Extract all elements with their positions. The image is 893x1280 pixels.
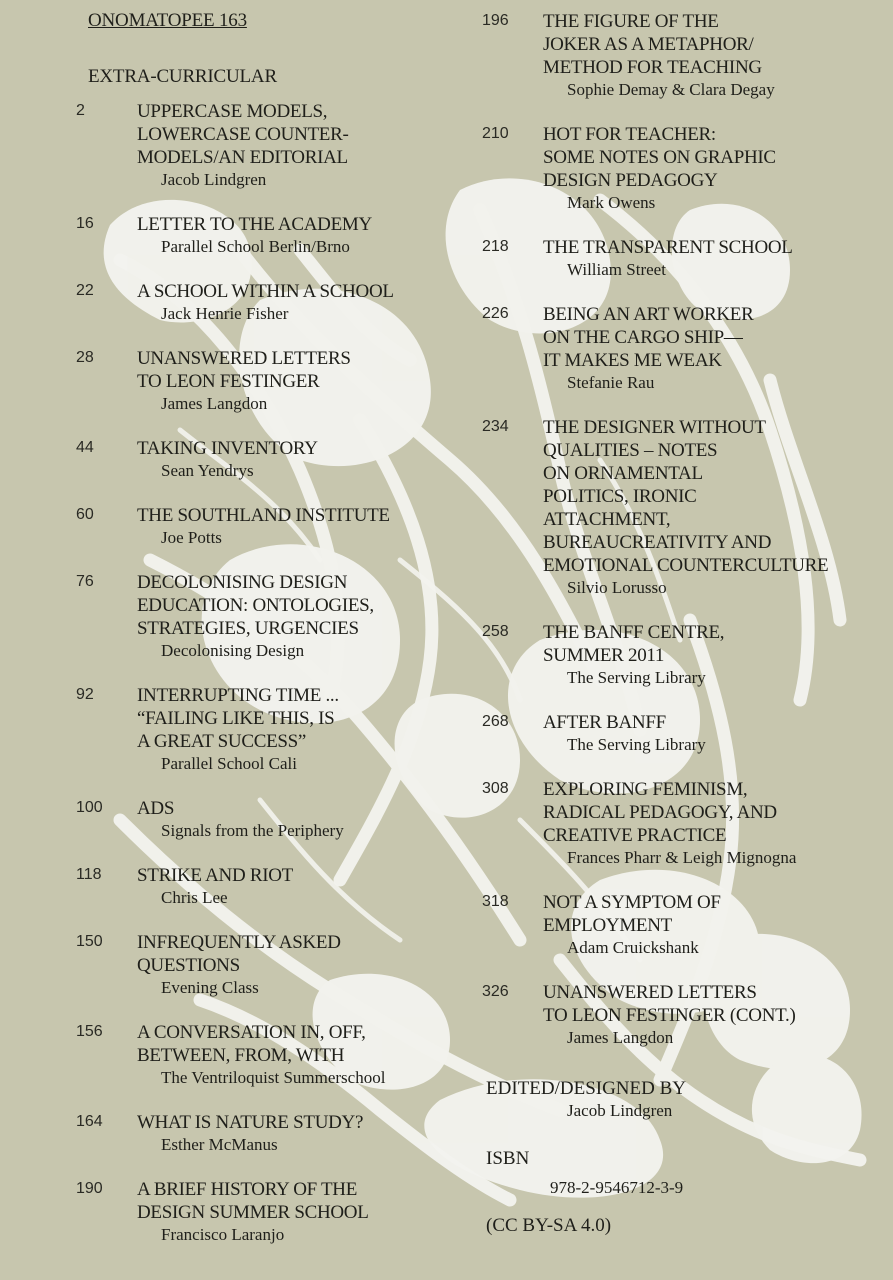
toc-entry xyxy=(76,100,471,191)
toc-entry xyxy=(482,778,887,869)
page-number: 2 xyxy=(76,102,85,119)
toc-entry xyxy=(76,931,471,999)
toc-entry xyxy=(76,504,471,549)
entry-title: UPPERCASE MODELS, LOWERCASE COUNTER- MODELS/AN EDITORIAL xyxy=(137,101,349,168)
entry-text xyxy=(543,621,887,689)
entry-title: NOT A SYMPTOM OF EMPLOYMENT xyxy=(543,892,721,936)
toc-entry xyxy=(482,236,887,281)
entry-text xyxy=(137,864,471,909)
entry-title: A BRIEF HISTORY OF THE DESIGN SUMMER SCHOOL xyxy=(137,1179,369,1223)
toc-entry xyxy=(76,280,471,325)
page-number: 100 xyxy=(76,799,103,816)
toc-entry xyxy=(76,684,471,775)
entry-author: William Street xyxy=(567,260,666,279)
toc-entry xyxy=(76,1111,471,1156)
license: (CC BY-SA 4.0) xyxy=(486,1215,612,1236)
colophon-editor xyxy=(486,1078,686,1122)
entry-author: Silvio Lorusso xyxy=(567,578,667,597)
contents-left-column xyxy=(76,100,471,1268)
entry-author: Francisco Laranjo xyxy=(161,1225,285,1244)
entry-text xyxy=(137,1178,471,1246)
page-number: 22 xyxy=(76,282,94,299)
entry-text xyxy=(137,100,471,191)
page-number: 308 xyxy=(482,780,509,797)
entry-author: James Langdon xyxy=(161,394,268,413)
page-number: 118 xyxy=(76,866,102,883)
book-header xyxy=(88,10,277,88)
toc-entry xyxy=(482,10,887,101)
page-number: 190 xyxy=(76,1180,103,1197)
toc-entry xyxy=(482,416,887,599)
entry-title: ADS xyxy=(137,798,175,819)
entry-author: Jack Henrie Fisher xyxy=(161,304,289,323)
toc-entry xyxy=(482,123,887,214)
toc-entry xyxy=(76,571,471,662)
toc-entry xyxy=(76,213,471,258)
page-number: 196 xyxy=(482,12,509,29)
page-number: 326 xyxy=(482,983,509,1000)
entry-text xyxy=(137,504,471,549)
entry-title: WHAT IS NATURE STUDY? xyxy=(137,1112,364,1133)
isbn-label: ISBN xyxy=(486,1148,530,1169)
entry-text xyxy=(137,437,471,482)
entry-author: Decolonising Design xyxy=(161,641,305,660)
entry-text xyxy=(137,571,471,662)
isbn-value: 978-2-9546712-3-9 xyxy=(550,1178,684,1197)
entry-text xyxy=(137,931,471,999)
page-number: 258 xyxy=(482,623,509,640)
entry-title: THE DESIGNER WITHOUT QUALITIES – NOTES ON ORNAMENTAL POLITICS, IRONIC ATTACHMENT, BUREAUCREATIVITY AND EMOTIONAL COUNTERCULTURE xyxy=(543,417,829,576)
entry-author: Parallel School Berlin/Brno xyxy=(161,237,350,256)
page-number: 218 xyxy=(482,238,509,255)
colophon-isbn xyxy=(486,1148,683,1198)
entry-text xyxy=(137,684,471,775)
entry-title: UNANSWERED LETTERS TO LEON FESTINGER xyxy=(137,348,351,392)
page-number: 318 xyxy=(482,893,509,910)
entry-text xyxy=(543,236,887,281)
entry-title: TAKING INVENTORY xyxy=(137,438,318,459)
entry-text xyxy=(543,416,887,599)
entry-title: A SCHOOL WITHIN A SCHOOL xyxy=(137,281,394,302)
page-number: 16 xyxy=(76,215,94,232)
toc-entry xyxy=(76,347,471,415)
toc-entry xyxy=(76,1021,471,1089)
page-number: 268 xyxy=(482,713,509,730)
page-number: 150 xyxy=(76,933,103,950)
entry-title: UNANSWERED LETTERS TO LEON FESTINGER (CONT.) xyxy=(543,982,796,1026)
entry-author: Evening Class xyxy=(161,978,259,997)
toc-entry xyxy=(482,981,887,1049)
entry-title: DECOLONISING DESIGN EDUCATION: ONTOLOGIES, STRATEGIES, URGENCIES xyxy=(137,572,374,639)
contents-right-column xyxy=(482,10,887,1071)
entry-text xyxy=(137,1111,471,1156)
entry-text xyxy=(543,778,887,869)
entry-text xyxy=(543,123,887,214)
toc-entry xyxy=(482,711,887,756)
toc-entry xyxy=(76,797,471,842)
entry-title: INTERRUPTING TIME ... “FAILING LIKE THIS, IS A GREAT SUCCESS” xyxy=(137,685,339,752)
entry-text xyxy=(543,891,887,959)
entry-author: Signals from the Periphery xyxy=(161,821,344,840)
edited-by-name: Jacob Lindgren xyxy=(567,1101,673,1120)
toc-entry xyxy=(482,891,887,959)
series-title: ONOMATOPEE 163 xyxy=(88,10,247,31)
page-number: 234 xyxy=(482,418,509,435)
entry-text xyxy=(137,280,471,325)
page-number: 92 xyxy=(76,686,94,703)
entry-title: EXPLORING FEMINISM, RADICAL PEDAGOGY, AND CREATIVE PRACTICE xyxy=(543,779,777,846)
page-number: 164 xyxy=(76,1113,103,1130)
entry-author: Parallel School Cali xyxy=(161,754,297,773)
toc-entry xyxy=(482,621,887,689)
entry-author: The Ventriloquist Summerschool xyxy=(161,1068,386,1087)
toc-entry xyxy=(482,303,887,394)
entry-text xyxy=(543,303,887,394)
entry-author: The Serving Library xyxy=(567,735,706,754)
entry-text xyxy=(543,711,887,756)
entry-author: Adam Cruickshank xyxy=(567,938,699,957)
entry-title: INFREQUENTLY ASKED QUESTIONS xyxy=(137,932,341,976)
entry-title: THE FIGURE OF THE JOKER AS A METAPHOR/ METHOD FOR TEACHING xyxy=(543,11,762,78)
entry-author: Esther McManus xyxy=(161,1135,278,1154)
entry-author: Chris Lee xyxy=(161,888,228,907)
entry-title: THE BANFF CENTRE, SUMMER 2011 xyxy=(543,622,725,666)
page-number: 44 xyxy=(76,439,94,456)
entry-title: BEING AN ART WORKER ON THE CARGO SHIP— IT MAKES ME WEAK xyxy=(543,304,754,371)
entry-text xyxy=(137,213,471,258)
entry-title: HOT FOR TEACHER: SOME NOTES ON GRAPHIC DESIGN PEDAGOGY xyxy=(543,124,776,191)
page-number: 60 xyxy=(76,506,94,523)
entry-text xyxy=(543,981,887,1049)
entry-author: Stefanie Rau xyxy=(567,373,655,392)
entry-text xyxy=(137,1021,471,1089)
entry-title: THE SOUTHLAND INSTITUTE xyxy=(137,505,390,526)
page-number: 226 xyxy=(482,305,509,322)
entry-title: LETTER TO THE ACADEMY xyxy=(137,214,372,235)
entry-author: Sean Yendrys xyxy=(161,461,254,480)
entry-title: STRIKE AND RIOT xyxy=(137,865,293,886)
entry-text xyxy=(137,347,471,415)
toc-entry xyxy=(76,864,471,909)
entry-title: THE TRANSPARENT SCHOOL xyxy=(543,237,793,258)
page-number: 28 xyxy=(76,349,94,366)
entry-author: Jacob Lindgren xyxy=(161,170,267,189)
toc-entry xyxy=(76,437,471,482)
entry-title: A CONVERSATION IN, OFF, BETWEEN, FROM, WITH xyxy=(137,1022,366,1066)
page-number: 210 xyxy=(482,125,509,142)
page-number: 156 xyxy=(76,1023,103,1040)
entry-author: James Langdon xyxy=(567,1028,674,1047)
page-number: 76 xyxy=(76,573,94,590)
entry-author: Sophie Demay & Clara Degay xyxy=(567,80,775,99)
entry-author: Mark Owens xyxy=(567,193,656,212)
book-title: EXTRA-CURRICULAR xyxy=(88,66,277,87)
edited-by-label: EDITED/DESIGNED BY xyxy=(486,1078,687,1099)
entry-author: The Serving Library xyxy=(567,668,706,687)
entry-author: Joe Potts xyxy=(161,528,222,547)
entry-title: AFTER BANFF xyxy=(543,712,666,733)
toc-entry xyxy=(76,1178,471,1246)
entry-author: Frances Pharr & Leigh Mignogna xyxy=(567,848,797,867)
entry-text xyxy=(137,797,471,842)
entry-text xyxy=(543,10,887,101)
